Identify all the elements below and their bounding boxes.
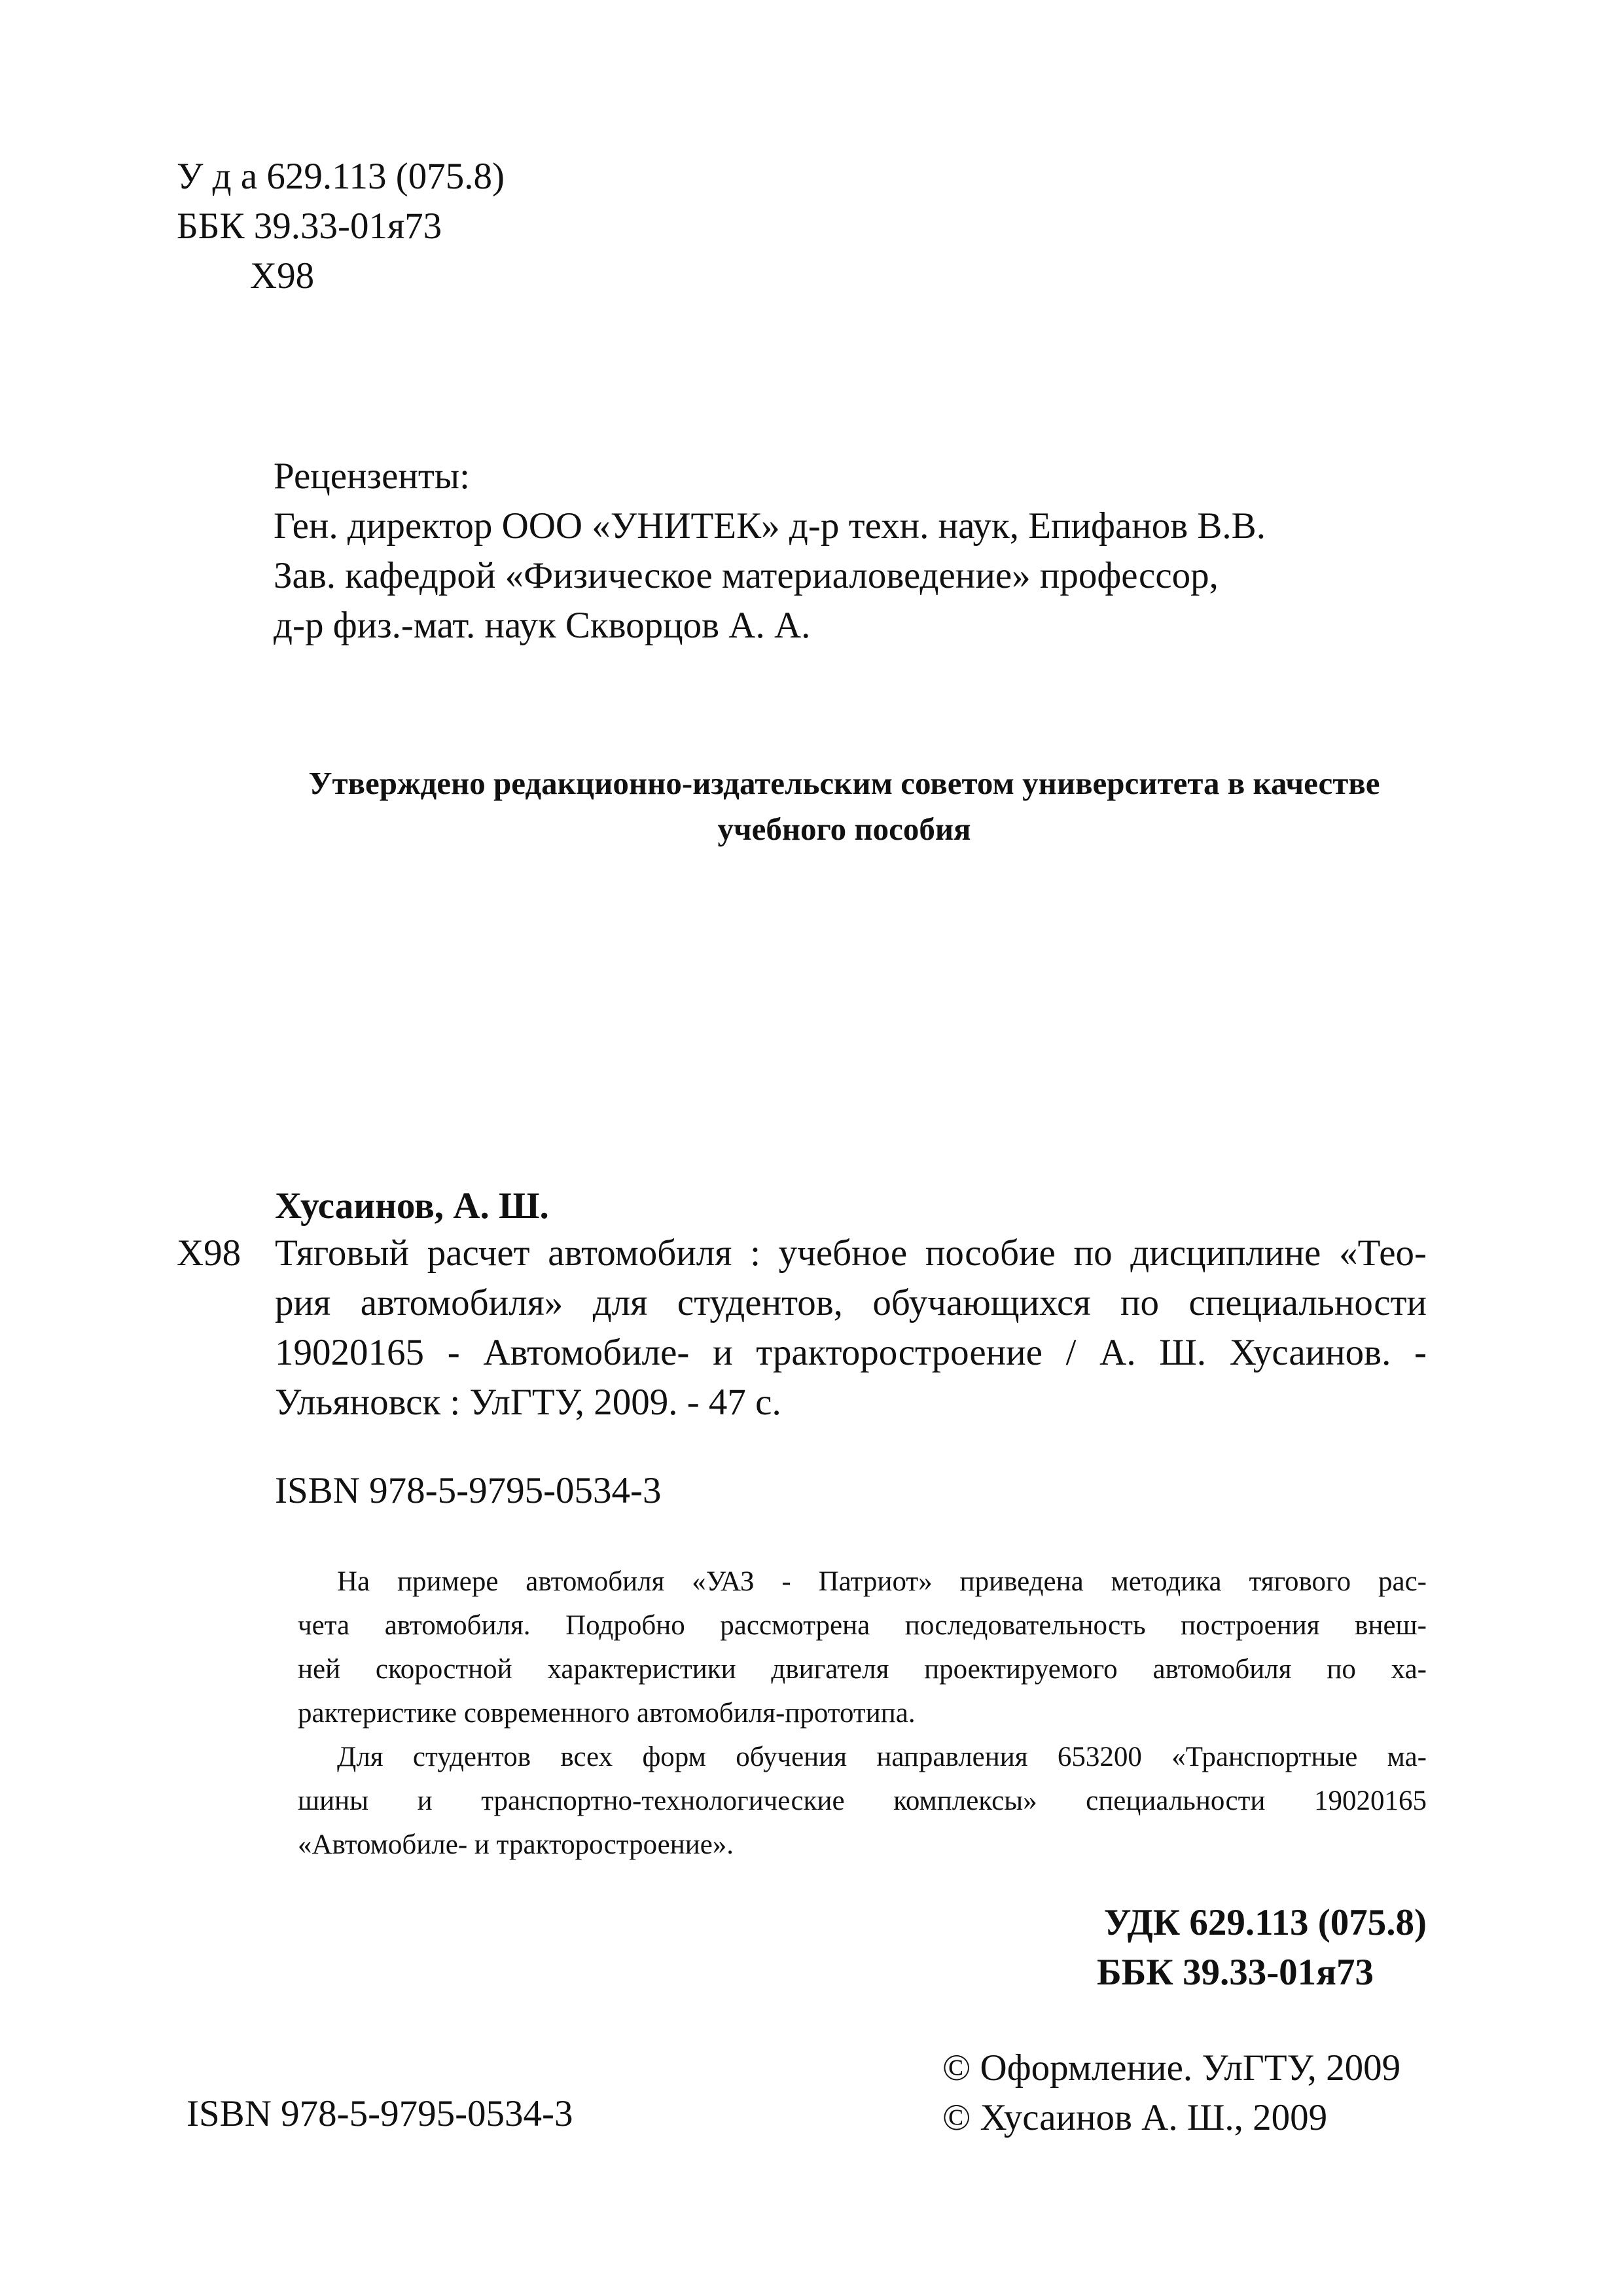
reviewer-line: Ген. директор ООО «УНИТЕК» д-р техн. наук, Епифанов В.В. [274, 505, 1266, 547]
reviewers-heading: Рецензенты: [274, 456, 470, 497]
copyright-line: © Хусаинов А. Ш., 2009 [942, 2097, 1328, 2138]
annotation-line: рактеристике современного автомобиля-прототипа. [298, 1698, 916, 1729]
index-bbk: ББК 39.33-01я73 [1097, 1952, 1374, 1993]
udk-code: У д а 629.113 (075.8) [177, 156, 505, 197]
classification-block [177, 152, 505, 301]
copyright-block [942, 2043, 1400, 2143]
annotation-line: ней скоростной характеристики двигателя проектируемого автомобиля по ха- [298, 1654, 1427, 1685]
annotation-line: шины и транспортно-технологические комплексы» специальности 19020165 [298, 1785, 1427, 1816]
annotation-line: Для студентов всех форм обучения направления 653200 «Транспортные ма- [337, 1742, 1427, 1772]
annotation [298, 1560, 1427, 1867]
approval-line: учебного пособия [717, 811, 971, 847]
annotation-line: «Автомобиле- и тракторостроение». [298, 1829, 734, 1860]
annotation-line: чета автомобиля. Подробно рассмотрена последовательность построения внеш- [298, 1610, 1427, 1641]
approval-note [262, 761, 1427, 852]
reviewer-line: Зав. кафедрой «Физическое материаловедение» профессор, [274, 555, 1219, 596]
description-line: Ульяновск : УлГТУ, 2009. - 47 с. [275, 1382, 781, 1423]
isbn-line: ISBN 978-5-9795-0534-3 [275, 1470, 662, 1511]
bbk-code: ББК 39.33-01я73 [177, 206, 442, 247]
footer-isbn: ISBN 978-5-9795-0534-3 [187, 2093, 573, 2134]
copyright-line: © Оформление. УлГТУ, 2009 [942, 2047, 1401, 2089]
index-codes [1086, 1898, 1427, 1998]
reviewers-block [274, 452, 1266, 651]
description-mark: Х98 [177, 1232, 241, 1274]
author-mark: Х98 [250, 255, 315, 296]
description-line: рия автомобиля» для студентов, обучающихся по специальности [275, 1282, 1427, 1323]
description-line: 19020165 - Автомобиле- и тракторостроение / А. Ш. Хусаинов. - [275, 1332, 1427, 1373]
reviewer-line: д-р физ.-мат. наук Скворцов А. А. [274, 605, 811, 646]
description-line: Тяговый расчет автомобиля : учебное пособие по дисциплине «Тео- [275, 1232, 1427, 1274]
author-heading: Хусаинов, А. Ш. [275, 1185, 549, 1227]
annotation-line: На примере автомобиля «УАЗ - Патриот» приведена методика тягового рас- [337, 1566, 1427, 1597]
bibliographic-description [275, 1229, 1427, 1427]
approval-line: Утверждено редакционно-издательским советом университета в качестве [308, 765, 1380, 801]
index-udk: УДК 629.113 (075.8) [1103, 1902, 1427, 1943]
